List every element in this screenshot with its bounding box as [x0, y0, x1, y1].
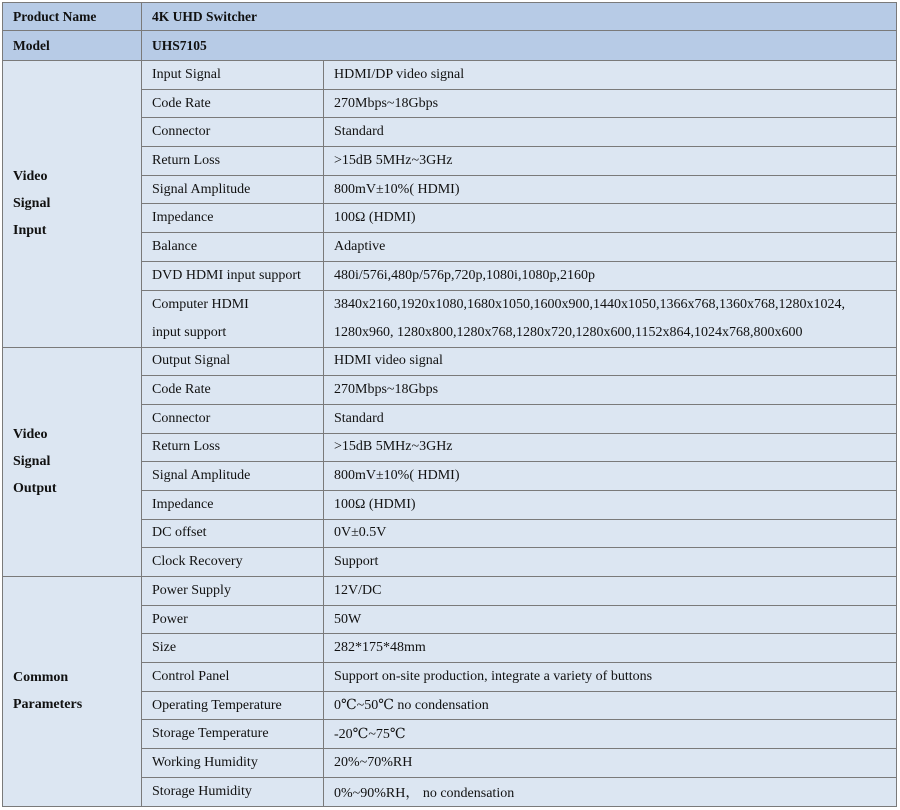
spec-table — [2, 2, 897, 807]
param-label: DC offset — [142, 519, 324, 548]
param-label: Impedance — [142, 490, 324, 519]
param-value: Standard — [324, 404, 897, 433]
section-title-line: Signal — [13, 196, 51, 212]
section-title — [3, 61, 142, 348]
section-title-line: Parameters — [13, 697, 83, 713]
param-value: 480i/576i,480p/576p,720p,1080i,1080p,2160p — [324, 261, 897, 290]
section-title-line: Input — [13, 223, 47, 239]
param-value: 800mV±10%( HDMI) — [324, 462, 897, 491]
param-value: 20%~70%RH — [324, 749, 897, 778]
param-value: Support on-site production, integrate a variety of buttons — [324, 663, 897, 692]
param-label: Connector — [142, 118, 324, 147]
section-title-line: Common — [13, 670, 69, 686]
param-value: 0%~90%RH， no condensation — [324, 777, 897, 806]
param-value: 100Ω (HDMI) — [324, 490, 897, 519]
param-label: Operating Temperature — [142, 691, 324, 720]
param-value: >15dB 5MHz~3GHz — [324, 433, 897, 462]
param-value: -20℃~75℃ — [324, 720, 897, 749]
param-label: Return Loss — [142, 147, 324, 176]
param-label: Code Rate — [142, 376, 324, 405]
spec-row — [3, 577, 897, 606]
param-value — [324, 290, 897, 347]
section-title-line: Video — [13, 427, 48, 443]
param-label — [142, 290, 324, 347]
param-value: >15dB 5MHz~3GHz — [324, 147, 897, 176]
param-value: Support — [324, 548, 897, 577]
param-value: HDMI/DP video signal — [324, 61, 897, 90]
param-label: DVD HDMI input support — [142, 261, 324, 290]
param-label: Impedance — [142, 204, 324, 233]
param-value: 270Mbps~18Gbps — [324, 89, 897, 118]
model-row — [3, 31, 897, 61]
param-value-line: 3840x2160,1920x1080,1680x1050,1600x900,1440x1050,1366x768,1360x768,1280x1024, — [334, 296, 845, 312]
product-name-row — [3, 3, 897, 31]
section-title-line: Video — [13, 169, 48, 185]
param-label: Storage Humidity — [142, 777, 324, 806]
param-label: Balance — [142, 233, 324, 262]
param-label-line: Computer HDMI — [152, 296, 249, 312]
param-value: 800mV±10%( HDMI) — [324, 175, 897, 204]
param-value: 50W — [324, 605, 897, 634]
spec-row — [3, 347, 897, 376]
param-value: 100Ω (HDMI) — [324, 204, 897, 233]
param-label: Code Rate — [142, 89, 324, 118]
param-value: Standard — [324, 118, 897, 147]
param-label-line: input support — [152, 324, 227, 340]
param-label: Signal Amplitude — [142, 462, 324, 491]
param-value: 282*175*48mm — [324, 634, 897, 663]
section-title-line: Output — [13, 481, 57, 497]
param-label: Clock Recovery — [142, 548, 324, 577]
param-label: Working Humidity — [142, 749, 324, 778]
spec-row — [3, 61, 897, 90]
param-label: Connector — [142, 404, 324, 433]
product-name-value: 4K UHD Switcher — [142, 3, 897, 31]
param-label: Return Loss — [142, 433, 324, 462]
param-label: Storage Temperature — [142, 720, 324, 749]
param-value: HDMI video signal — [324, 347, 897, 376]
param-value: 0V±0.5V — [324, 519, 897, 548]
model-value: UHS7105 — [142, 31, 897, 61]
section-title-line: Signal — [13, 454, 51, 470]
param-value: Adaptive — [324, 233, 897, 262]
param-label: Input Signal — [142, 61, 324, 90]
param-label: Power — [142, 605, 324, 634]
param-value: 270Mbps~18Gbps — [324, 376, 897, 405]
param-label: Power Supply — [142, 577, 324, 606]
model-label: Model — [3, 31, 142, 61]
param-label: Signal Amplitude — [142, 175, 324, 204]
param-value: 12V/DC — [324, 577, 897, 606]
param-label: Output Signal — [142, 347, 324, 376]
section-title — [3, 347, 142, 577]
param-value: 0℃~50℃ no condensation — [324, 691, 897, 720]
section-title — [3, 577, 142, 807]
param-value-line: 1280x960, 1280x800,1280x768,1280x720,1280x600,1152x864,1024x768,800x600 — [334, 324, 803, 340]
param-label: Control Panel — [142, 663, 324, 692]
product-name-label: Product Name — [3, 3, 142, 31]
param-label: Size — [142, 634, 324, 663]
